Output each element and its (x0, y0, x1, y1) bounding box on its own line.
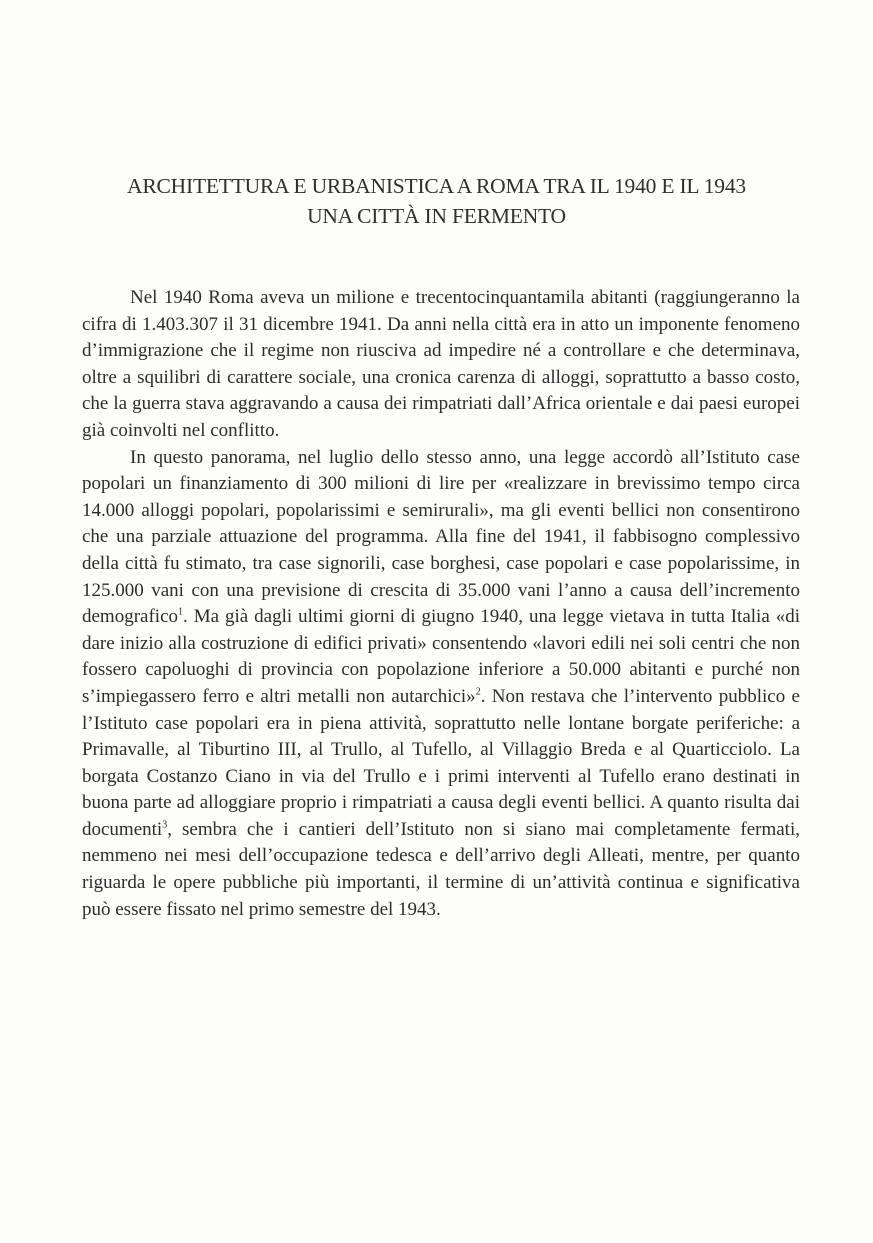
paragraph-2-segment-4: , sembra che i cantieri dell’Istituto non si siano mai completamente fermati, nemmeno nei mesi dell’occupazione tedesca e dell’arrivo degli Alleati, mentre, per quanto riguarda le opere pubbliche più importanti, il termine di un’attività continua e significativa può essere fissato nel primo semestre del 1943. (82, 818, 800, 920)
title-line-2: UNA CITTÀ IN FERMENTO (307, 204, 566, 228)
paragraph-1: Nel 1940 Roma aveva un milione e trecentocinquantamila abitanti (raggiungeranno la cifra di 1.403.307 il 31 dicembre 1941. Da anni nella città era in atto un imponente fenomeno d’immigrazione che il regime non riusciva ad impedire né a controllare e che determinava, oltre a squilibri di carattere sociale, una cronica carenza di alloggi, soprattutto a basso costo, che la guerra stava aggravando a causa dei rimpatriati dall’Africa orientale e dai paesi europei già coinvolti nel conflitto. (82, 287, 800, 441)
footnote-marker-2: 2 (475, 686, 481, 698)
footnote-marker-1: 1 (178, 606, 184, 618)
title-line-1: ARCHITETTURA E URBANISTICA A ROMA TRA IL 1940 E IL 1943 (127, 174, 746, 198)
paragraph-2-segment-1: In questo panorama, nel luglio dello stesso anno, una legge accordò all’Istituto case popolari un finanziamento di 300 milioni di lire per «realizzare in brevissimo tempo circa 14.000 alloggi popolari, popolarissimi e semirurali», ma gli eventi bellici non consentirono che una parziale attuazione del programma. Alla fine del 1941, il fabbisogno complessivo della città fu stimato, tra case signorili, case borghesi, case popolari e case popolarissime, in 125.000 vani con una previsione di crescita di 35.000 vani l’anno a causa dell’incremento demografico (82, 446, 800, 628)
footnote-marker-3: 3 (162, 819, 168, 831)
paragraph-2 (82, 445, 800, 924)
body-text (82, 285, 800, 923)
paragraph-2-segment-3: . Non restava che l’intervento pubblico e l’Istituto case popolari era in piena attività, soprattutto nelle lontane borgate periferiche: a Primavalle, al Tiburtino III, al Trullo, al Tufello, al Villaggio Breda e al Quarticciolo. La borgata Costanzo Ciano in via del Trullo e i primi interventi al Tufello erano destinati in buona parte ad alloggiare proprio i rimpatriati a causa degli eventi bellici. A quanto risulta dai documenti (82, 685, 800, 840)
page-title (60, 171, 813, 231)
paragraph-2-segment-2: . Ma già dagli ultimi giorni di giugno 1940, una legge vietava in tutta Italia «di dare inizio alla costruzione di edifici privati» consentendo «lavori edili nei soli centri che non fossero capoluoghi di provincia con popolazione inferiore a 50.000 abitanti e purché non s’impiegassero ferro e altri metalli non autarchici» (82, 606, 800, 707)
